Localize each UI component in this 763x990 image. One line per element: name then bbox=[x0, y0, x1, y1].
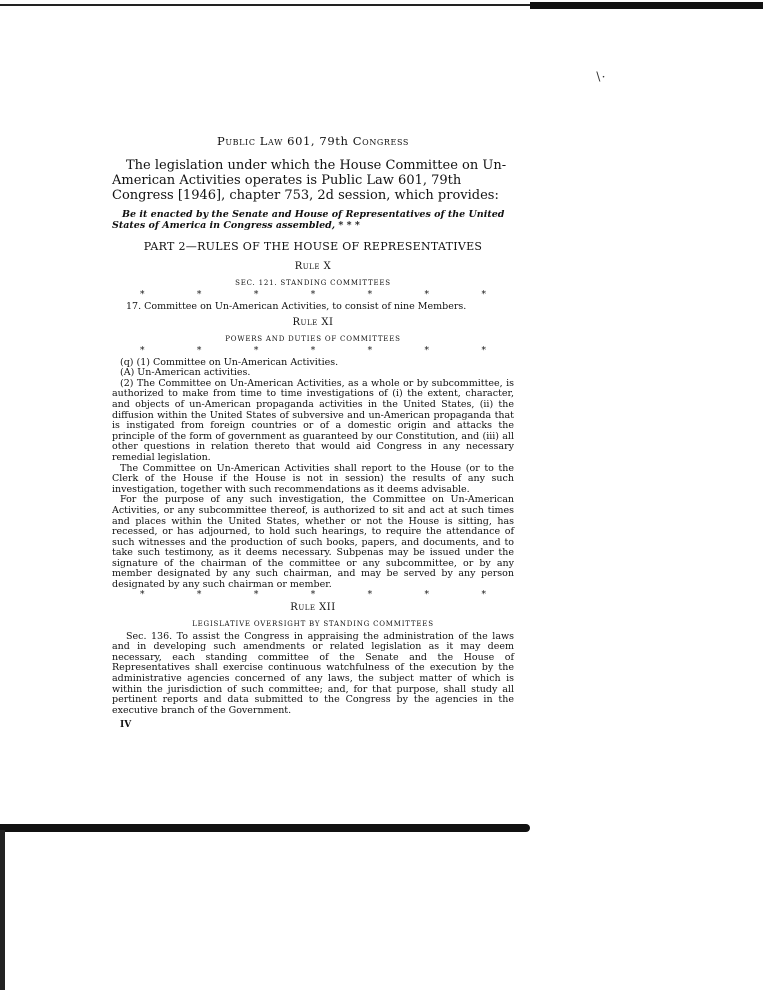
rule-xi-section-heading: POWERS AND DUTIES OF COMMITTEES bbox=[225, 334, 401, 343]
title-number: 601, 79th bbox=[287, 134, 349, 148]
rule-xi-heading: Rule XI bbox=[292, 316, 334, 328]
enacting-clause: Be it enacted by the Senate and House of Representatives of the United States of America in Congress assembled, * * * bbox=[112, 209, 505, 231]
scan-top-border bbox=[0, 0, 763, 12]
rule-xi-body bbox=[112, 358, 514, 591]
title-prefix: Public Law bbox=[216, 134, 283, 148]
document-title bbox=[112, 134, 514, 148]
scan-speck: ∖· bbox=[594, 70, 606, 84]
rule-xi-paragraph-report: The Committee on Un-American Activities shall report to the House (or to the Clerk of the House if the House is not in session) the results of any such investigation, together with such recommendations as it deems advisable. bbox=[112, 462, 514, 495]
scan-bottom-border bbox=[0, 824, 530, 832]
rule-xii-heading: Rule XII bbox=[290, 601, 336, 613]
rule-xi-paragraph-purpose: For the purpose of any such investigation, the Committee on Un-American Activities, or any subcommittee thereof, is authorized to sit and act at such times and places within the United States, whether or not the House is sitting, has recessed, or has adjourned, to hold such hearings, to require the attendance of such witnesses and the production of such books, papers, and documents, and to take such testimony, as it deems necessary. Subpenas may be issued under the signature of the chairman of the committee or any subcommittee, or by any member designated by any such chairman, and may be served by any person designated by any such chairman or member. bbox=[112, 494, 514, 591]
scan-left-edge bbox=[0, 830, 5, 990]
intro-paragraph: The legislation under which the House Committee on Un-American Activities operates is Public Law 601, 79th Congress [1946], chapter 753, 2d session, which provides: bbox=[112, 158, 507, 203]
rule-x-item: 17. Committee on Un-American Activities, to consist of nine Members. bbox=[126, 301, 467, 312]
rule-xi-line-a: (A) Un-American activities. bbox=[120, 367, 251, 379]
ellipsis-stars: * * * * * * * bbox=[140, 589, 486, 600]
page-number: IV bbox=[120, 720, 132, 731]
scan-top-thick-mark bbox=[530, 2, 763, 9]
document-page bbox=[112, 134, 514, 730]
rule-xi-line-q: (q) (1) Committee on Un-American Activities. bbox=[120, 356, 339, 368]
rule-xi-paragraph-2: (2) The Committee on Un-American Activities, as a whole or by subcommittee, is authorized to make from time to time investigations of (i) the extent, character, and objects of un-American propaganda activities in the United States, (ii) the diffusion within the United States of subversive and un-American propaganda that is instigated from foreign countries or of a domestic origin and attacks the principle of the form of government as guaranteed by our Constitution, and (iii) all other questions in relation thereto that would aid Congress in any necessary remedial legislation. bbox=[112, 377, 514, 463]
rule-x-section-heading: SEC. 121. STANDING COMMITTEES bbox=[235, 279, 391, 287]
rule-x-heading: Rule X bbox=[294, 261, 332, 272]
rule-xii-paragraph: Sec. 136. To assist the Congress in appraising the administration of the laws and in developing such amendments or related legislation as it may deem necessary, each standing committee of the Senate and the House of Representatives shall exercise continuous watchfulness of the execution by the administrative agencies concerned of any laws, the subject matter of which is within the jurisdiction of such committee; and, for that purpose, shall study all pertinent reports and data submitted to the Congress by the agencies in the executive branch of the Government. bbox=[112, 630, 514, 716]
ellipsis-stars: * * * * * * * bbox=[140, 290, 486, 300]
title-suffix: Congress bbox=[352, 134, 409, 148]
rule-xii-section-heading: LEGISLATIVE OVERSIGHT BY STANDING COMMITTEES bbox=[192, 619, 434, 628]
ellipsis-stars: * * * * * * * bbox=[140, 345, 486, 356]
part-heading: PART 2—RULES OF THE HOUSE OF REPRESENTATIVES bbox=[143, 240, 483, 253]
